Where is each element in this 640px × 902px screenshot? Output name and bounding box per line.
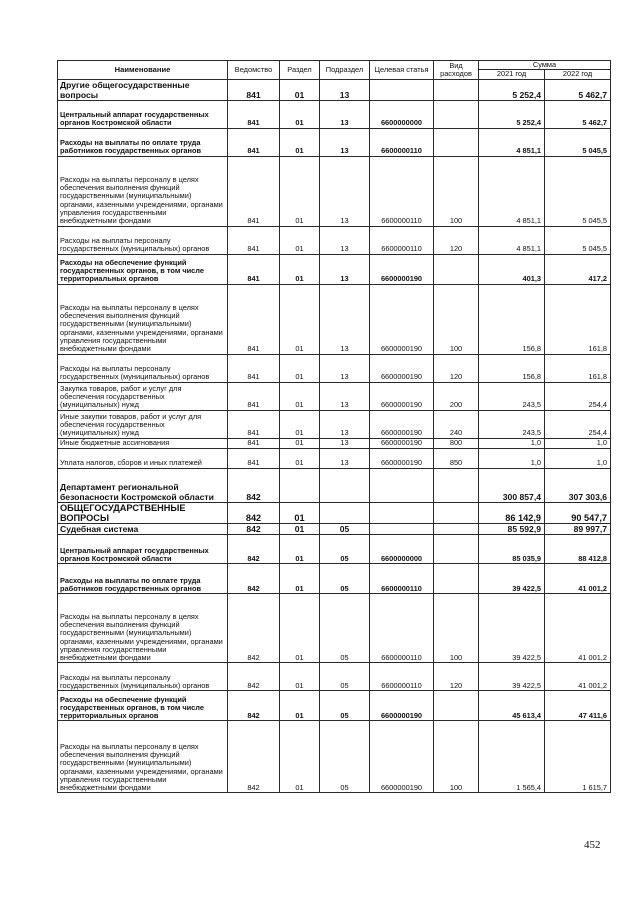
row-dept-cell: 842 [228,524,280,535]
table-row [58,502,611,524]
table-row [58,226,611,254]
header-name: Наименование [58,61,228,80]
table-row [58,438,611,448]
row-kind-cell [434,128,479,156]
row-name-cell: Департамент региональной безопасности Костромской области [58,468,228,502]
header-kind: Вид расходов [434,61,479,80]
row-section-cell: 01 [280,79,320,100]
row-kind-cell [434,468,479,502]
row-sum-2021-cell: 156,8 [479,354,545,382]
table-row [58,524,611,535]
table-row [58,284,611,354]
row-sum-2021-cell: 156,8 [479,284,545,354]
row-name-cell: Другие общегосударственные вопросы [58,79,228,100]
row-kind-cell: 120 [434,354,479,382]
row-target-cell: 6600000110 [370,564,434,594]
row-subsection-cell: 13 [320,226,370,254]
row-subsection-cell: 05 [320,535,370,564]
row-name-cell: Иные бюджетные ассигнования [58,438,228,448]
table-header [58,61,611,80]
row-dept-cell: 841 [228,448,280,468]
row-target-cell: 6600000190 [370,721,434,793]
row-section-cell: 01 [280,226,320,254]
row-sum-2022-cell: 41 001,2 [545,564,611,594]
table-row [58,535,611,564]
row-sum-2021-cell: 86 142,9 [479,502,545,524]
row-target-cell: 6600000190 [370,284,434,354]
row-target-cell: 6600000000 [370,100,434,128]
row-name-cell: Расходы на выплаты персоналу в целях обеспечения выполнения функций государственными (муниципальными) органами, казенными учреждениями, органами управления государственными внебюджетными фондами [58,284,228,354]
table-row [58,79,611,100]
row-subsection-cell: 13 [320,156,370,226]
row-dept-cell: 842 [228,564,280,594]
row-subsection-cell: 13 [320,438,370,448]
row-dept-cell: 841 [228,410,280,438]
row-target-cell [370,79,434,100]
budget-table [57,60,611,793]
row-sum-2022-cell: 41 001,2 [545,594,611,663]
table-row [58,410,611,438]
row-kind-cell [434,254,479,284]
row-name-cell: Судебная система [58,524,228,535]
row-sum-2021-cell: 39 422,5 [479,594,545,663]
row-target-cell: 6600000190 [370,438,434,448]
row-subsection-cell: 13 [320,284,370,354]
row-sum-2021-cell: 39 422,5 [479,564,545,594]
row-subsection-cell [320,468,370,502]
row-name-cell: Закупка товаров, работ и услуг для обеспечения государственных (муниципальных) нужд [58,382,228,410]
row-subsection-cell: 13 [320,254,370,284]
row-sum-2021-cell: 243,5 [479,382,545,410]
row-name-cell: Расходы на выплаты персоналу государственных (муниципальных) органов [58,226,228,254]
row-target-cell: 6600000110 [370,663,434,691]
row-section-cell: 01 [280,663,320,691]
row-name-cell: Иные закупки товаров, работ и услуг для обеспечения государственных (муниципальных) нужд [58,410,228,438]
header-subsection: Подраздел [320,61,370,80]
table-row [58,594,611,663]
row-kind-cell: 800 [434,438,479,448]
row-section-cell: 01 [280,128,320,156]
row-sum-2021-cell: 45 613,4 [479,691,545,721]
row-section-cell: 01 [280,594,320,663]
table-row [58,448,611,468]
row-section-cell: 01 [280,448,320,468]
row-sum-2022-cell: 5 462,7 [545,100,611,128]
row-sum-2021-cell: 4 851,1 [479,128,545,156]
table-row [58,468,611,502]
row-section-cell: 01 [280,284,320,354]
row-sum-2021-cell: 4 851,1 [479,226,545,254]
row-subsection-cell: 13 [320,448,370,468]
table-row [58,156,611,226]
table-row [58,663,611,691]
row-dept-cell: 841 [228,438,280,448]
row-sum-2021-cell: 85 035,9 [479,535,545,564]
row-name-cell: Расходы на обеспечение функций государственных органов, в том числе территориальных органов [58,254,228,284]
row-name-cell: Центральный аппарат государственных органов Костромской области [58,100,228,128]
row-name-cell: Расходы на выплаты персоналу государственных (муниципальных) органов [58,354,228,382]
row-name-cell: Центральный аппарат государственных органов Костромской области [58,535,228,564]
row-section-cell: 01 [280,691,320,721]
row-kind-cell [434,502,479,524]
row-section-cell [280,468,320,502]
row-section-cell: 01 [280,354,320,382]
row-target-cell: 6600000190 [370,354,434,382]
row-subsection-cell: 13 [320,100,370,128]
row-kind-cell: 120 [434,663,479,691]
row-name-cell: Уплата налогов, сборов и иных платежей [58,448,228,468]
row-sum-2021-cell: 4 851,1 [479,156,545,226]
row-subsection-cell: 05 [320,663,370,691]
row-subsection-cell: 05 [320,721,370,793]
row-name-cell: Расходы на выплаты персоналу в целях обеспечения выполнения функций государственными (муниципальными) органами, казенными учреждениями, органами управления государственными внебюджетными фондами [58,721,228,793]
row-dept-cell: 842 [228,468,280,502]
row-target-cell: 6600000190 [370,410,434,438]
row-sum-2022-cell: 307 303,6 [545,468,611,502]
row-name-cell: Расходы на выплаты персоналу государственных (муниципальных) органов [58,663,228,691]
row-sum-2021-cell: 243,5 [479,410,545,438]
row-kind-cell: 120 [434,226,479,254]
row-kind-cell: 850 [434,448,479,468]
row-subsection-cell: 05 [320,594,370,663]
row-target-cell [370,468,434,502]
row-sum-2022-cell: 5 045,5 [545,128,611,156]
row-subsection-cell: 05 [320,524,370,535]
row-sum-2022-cell: 1,0 [545,448,611,468]
row-section-cell: 01 [280,156,320,226]
table-row [58,354,611,382]
row-name-cell: Расходы на обеспечение функций государственных органов, в том числе территориальных органов [58,691,228,721]
header-section: Раздел [280,61,320,80]
row-dept-cell: 841 [228,156,280,226]
row-sum-2022-cell: 5 045,5 [545,156,611,226]
row-dept-cell: 842 [228,594,280,663]
row-subsection-cell: 13 [320,410,370,438]
row-kind-cell: 100 [434,156,479,226]
table-body [58,79,611,793]
row-kind-cell [434,535,479,564]
budget-table-sheet [57,60,610,793]
row-sum-2021-cell: 85 592,9 [479,524,545,535]
row-dept-cell: 841 [228,79,280,100]
row-subsection-cell: 05 [320,564,370,594]
row-target-cell: 6600000110 [370,594,434,663]
row-sum-2022-cell: 254,4 [545,410,611,438]
row-section-cell: 01 [280,254,320,284]
row-name-cell: Расходы на выплаты по оплате труда работников государственных органов [58,564,228,594]
row-kind-cell: 100 [434,284,479,354]
row-dept-cell: 841 [228,100,280,128]
row-target-cell: 6600000190 [370,691,434,721]
row-kind-cell: 240 [434,410,479,438]
row-kind-cell [434,691,479,721]
row-kind-cell [434,564,479,594]
row-section-cell: 01 [280,535,320,564]
row-sum-2022-cell: 5 462,7 [545,79,611,100]
row-name-cell: Расходы на выплаты персоналу в целях обеспечения выполнения функций государственными (муниципальными) органами, казенными учреждениями, органами управления государственными внебюджетными фондами [58,156,228,226]
row-target-cell [370,502,434,524]
row-kind-cell: 100 [434,721,479,793]
row-section-cell: 01 [280,564,320,594]
row-name-cell: Расходы на выплаты персоналу в целях обеспечения выполнения функций государственными (муниципальными) органами, казенными учреждениями, органами управления государственными внебюджетными фондами [58,594,228,663]
row-dept-cell: 841 [228,284,280,354]
row-section-cell: 01 [280,410,320,438]
row-sum-2022-cell: 41 001,2 [545,663,611,691]
row-sum-2021-cell: 5 252,4 [479,100,545,128]
row-section-cell: 01 [280,502,320,524]
row-sum-2022-cell: 1,0 [545,438,611,448]
row-sum-2021-cell: 5 252,4 [479,79,545,100]
row-sum-2022-cell: 90 547,7 [545,502,611,524]
row-sum-2021-cell: 39 422,5 [479,663,545,691]
header-target: Целевая статья [370,61,434,80]
row-kind-cell [434,524,479,535]
row-target-cell: 6600000110 [370,128,434,156]
row-target-cell: 6600000190 [370,254,434,284]
row-dept-cell: 842 [228,691,280,721]
row-sum-2021-cell: 1,0 [479,438,545,448]
row-dept-cell: 842 [228,721,280,793]
row-sum-2022-cell: 5 045,5 [545,226,611,254]
row-sum-2022-cell: 254,4 [545,382,611,410]
table-row [58,128,611,156]
row-target-cell: 6600000190 [370,448,434,468]
header-dept: Ведомство [228,61,280,80]
header-year-2022: 2022 год [545,70,611,79]
row-sum-2022-cell: 417,2 [545,254,611,284]
row-dept-cell: 841 [228,254,280,284]
table-row [58,254,611,284]
row-dept-cell: 842 [228,663,280,691]
row-dept-cell: 841 [228,128,280,156]
row-dept-cell: 842 [228,502,280,524]
row-section-cell: 01 [280,100,320,128]
row-subsection-cell: 13 [320,79,370,100]
row-sum-2022-cell: 47 411,6 [545,691,611,721]
row-dept-cell: 841 [228,226,280,254]
row-sum-2022-cell: 161,8 [545,284,611,354]
row-sum-2022-cell: 1 615,7 [545,721,611,793]
table-row [58,382,611,410]
row-dept-cell: 841 [228,382,280,410]
row-target-cell: 6600000000 [370,535,434,564]
row-name-cell: Расходы на выплаты по оплате труда работников государственных органов [58,128,228,156]
row-sum-2021-cell: 401,3 [479,254,545,284]
row-name-cell: ОБЩЕГОСУДАРСТВЕННЫЕ ВОПРОСЫ [58,502,228,524]
row-sum-2021-cell: 300 857,4 [479,468,545,502]
row-subsection-cell [320,502,370,524]
row-kind-cell: 100 [434,594,479,663]
row-sum-2022-cell: 89 997,7 [545,524,611,535]
table-row [58,100,611,128]
row-dept-cell: 842 [228,535,280,564]
row-section-cell: 01 [280,438,320,448]
row-subsection-cell: 13 [320,354,370,382]
page-number: 452 [584,839,601,851]
row-subsection-cell: 13 [320,382,370,410]
row-section-cell: 01 [280,524,320,535]
row-target-cell: 6600000190 [370,382,434,410]
row-target-cell: 6600000110 [370,156,434,226]
row-subsection-cell: 13 [320,128,370,156]
header-year-2021: 2021 год [479,70,545,79]
row-subsection-cell: 05 [320,691,370,721]
row-section-cell: 01 [280,721,320,793]
row-sum-2021-cell: 1,0 [479,448,545,468]
row-kind-cell [434,79,479,100]
row-kind-cell: 200 [434,382,479,410]
row-target-cell [370,524,434,535]
header-sum: Сумма [479,61,611,70]
table-row [58,564,611,594]
row-kind-cell [434,100,479,128]
table-row [58,721,611,793]
row-sum-2022-cell: 88 412,8 [545,535,611,564]
row-sum-2021-cell: 1 565,4 [479,721,545,793]
table-row [58,691,611,721]
row-sum-2022-cell: 161,8 [545,354,611,382]
row-section-cell: 01 [280,382,320,410]
row-dept-cell: 841 [228,354,280,382]
row-target-cell: 6600000110 [370,226,434,254]
